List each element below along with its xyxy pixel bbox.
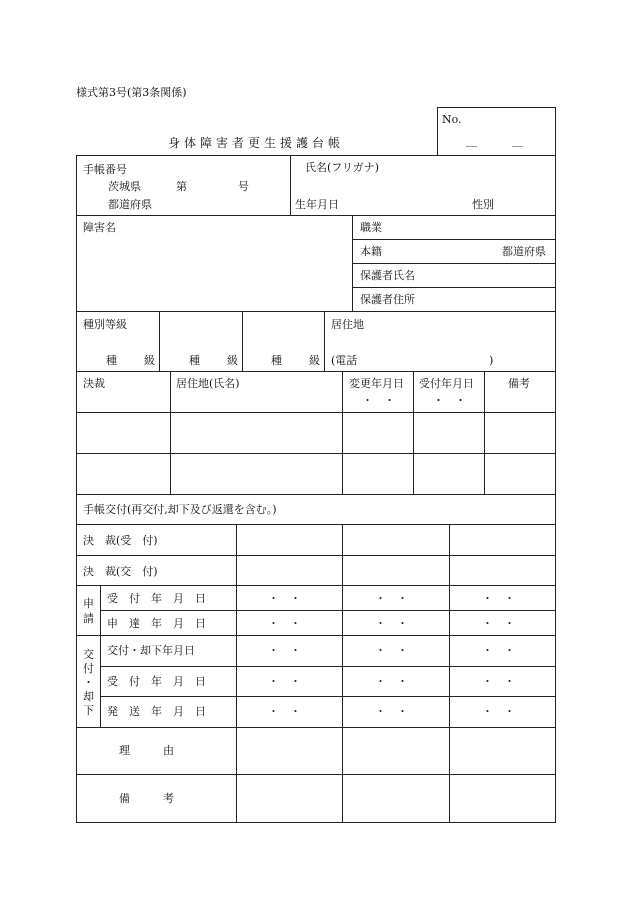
henko-dots: ・ ・: [362, 394, 395, 407]
uketsuke2-nengappi-row: 受 付 年 月 日: [107, 675, 206, 688]
hogosha-jusho-label: 保護者住所: [360, 293, 415, 306]
henko-nengappi-header: 変更年月日: [349, 377, 404, 390]
kofu-char-2: 付: [83, 662, 94, 675]
techo-go: 号: [238, 180, 249, 193]
shubetsu-label: 種別等級: [83, 318, 127, 331]
shubetsu-shu-1: 種: [106, 354, 117, 367]
biko-header: 備考: [508, 377, 530, 390]
date-dots: ・ ・: [375, 592, 408, 605]
seibetsu-label: 性別: [472, 198, 494, 211]
shubetsu-shu-3: 種: [271, 354, 282, 367]
kofu-char-3: ・: [83, 676, 94, 689]
date-dots: ・ ・: [482, 675, 515, 688]
kyojuchi-shimei-header: 居住地(氏名): [176, 377, 240, 390]
kyojuchi-tel-close: ): [489, 354, 494, 367]
document-title: 身体障害者更生援護台帳: [168, 136, 345, 150]
techo-todofuken: 都道府県: [108, 198, 152, 211]
no-blank-2: __: [512, 134, 523, 147]
date-dots: ・ ・: [375, 705, 408, 718]
kofu-char-1: 交: [83, 648, 94, 661]
uketsuke-nengappi-header: 受付年月日: [419, 377, 474, 390]
biko-label: 備 考: [119, 792, 174, 805]
shubetsu-kyu-2: 級: [227, 354, 238, 367]
date-dots: ・ ・: [375, 644, 408, 657]
date-dots: ・ ・: [268, 617, 301, 630]
shinsei-char-1: 申: [83, 597, 94, 610]
riyu-label: 理 由: [119, 744, 174, 757]
date-dots: ・ ・: [482, 705, 515, 718]
kofu-char-4: 却: [83, 690, 94, 703]
techo-bango-label: 手帳番号: [83, 163, 127, 176]
date-dots: ・ ・: [268, 675, 301, 688]
seinengappi-label: 生年月日: [295, 198, 339, 211]
form-label: 様式第3号(第3条関係): [76, 86, 187, 99]
shubetsu-kyu-1: 級: [144, 354, 155, 367]
shubetsu-kyu-3: 級: [309, 354, 320, 367]
kessai-uketsuke-label: 決 裁(受 付): [83, 534, 158, 547]
uketsuke-nengappi-row: 受 付 年 月 日: [107, 592, 206, 605]
kofu-kyakka-nengappi-row: 交付・却下年月日: [107, 644, 195, 657]
kyojuchi-label: 居住地: [331, 318, 364, 331]
date-dots: ・ ・: [482, 644, 515, 657]
uketsuke-dots: ・ ・: [433, 394, 466, 407]
no-blank-1: __: [466, 134, 477, 147]
shintatsu-nengappi-row: 申 達 年 月 日: [107, 617, 206, 630]
shubetsu-shu-2: 種: [189, 354, 200, 367]
kessai-header: 決裁: [83, 377, 105, 390]
shimei-label: 氏名(フリガナ): [305, 161, 380, 174]
date-dots: ・ ・: [375, 617, 408, 630]
honseki-label: 本籍: [360, 245, 382, 258]
techo-kofu-label: 手帳交付(再交付,却下及び返還を含む。): [83, 503, 277, 516]
date-dots: ・ ・: [482, 592, 515, 605]
shokugyo-label: 職業: [360, 221, 382, 234]
kofu-char-5: 下: [83, 704, 94, 717]
kessai-kofu-label: 決 裁(交 付): [83, 565, 158, 578]
date-dots: ・ ・: [482, 617, 515, 630]
hogosha-shimei-label: 保護者氏名: [360, 269, 415, 282]
date-dots: ・ ・: [375, 675, 408, 688]
techo-dai: 第: [176, 180, 187, 193]
shogaimei-label: 障害名: [83, 221, 116, 234]
honseki-todofuken: 都道府県: [502, 245, 546, 258]
date-dots: ・ ・: [268, 705, 301, 718]
no-label: No.: [442, 113, 462, 126]
techo-pref: 茨城県: [108, 180, 141, 193]
date-dots: ・ ・: [268, 592, 301, 605]
kyojuchi-tel-open: (電話: [331, 354, 358, 367]
haso-nengappi-row: 発 送 年 月 日: [107, 705, 206, 718]
shinsei-char-2: 請: [83, 612, 94, 625]
date-dots: ・ ・: [268, 644, 301, 657]
